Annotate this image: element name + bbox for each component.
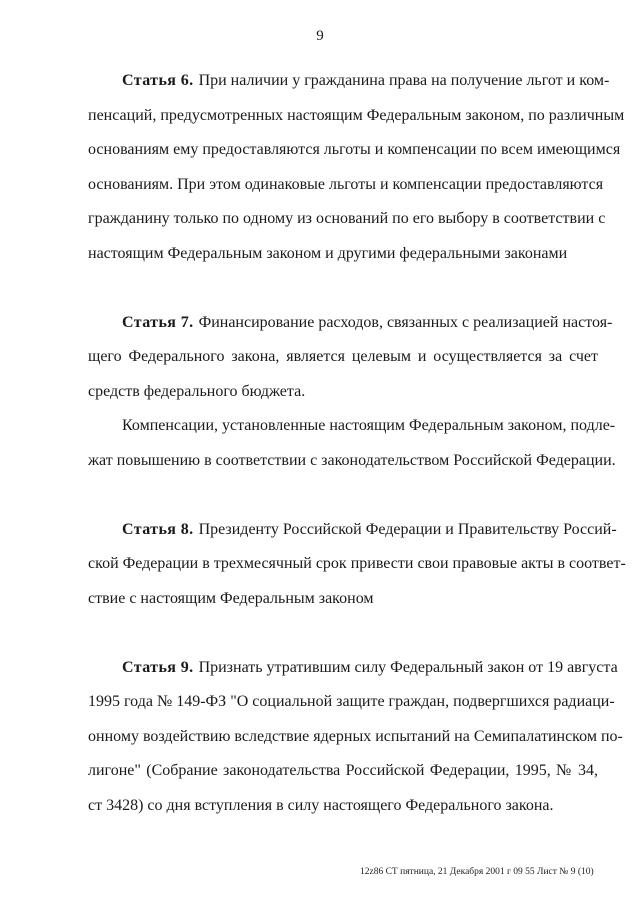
footer-stamp: 12z86 СТ пятница, 21 Декабря 2001 г 09 55 Лист № 9 (10) — [360, 867, 594, 877]
article-7-line-1: Статья 7. Финансирование расходов, связанных с реализацией настоя- — [122, 313, 613, 331]
article-6-label: Статья 6. — [122, 72, 194, 89]
article-6-line-5: гражданину только по одному из оснований по его выбору в соответствии с — [88, 210, 606, 227]
article-9-label: Статья 9. — [122, 658, 194, 676]
page-number: 9 — [316, 28, 324, 44]
article-8 — [88, 513, 626, 617]
article-7-label: Статья 7. — [122, 313, 194, 331]
article-7-line-2: щего Федерального закона, является целевым и осуществляется за счет — [88, 348, 598, 365]
article-6-line-2: пенсаций, предусмотренных настоящим Федеральным законом, по различным — [88, 106, 625, 124]
article-9-line-4: лигоне" (Собрание законодательства Российской Федерации, 1995, № 34, — [88, 762, 598, 779]
article-8-line-1: Статья 8. Президенту Российской Федерации и Правительству Россий- — [122, 520, 617, 538]
article-7-para2-line-2: жат повышению в соответствии с законодательством Российской Федерации. — [88, 451, 616, 469]
article-7-line-3: средств федерального бюджета. — [88, 382, 306, 400]
document-body — [88, 64, 626, 823]
article-9-line-1: Статья 9. Признать утратившим силу Федеральный закон от 19 августа — [122, 658, 618, 676]
article-9-line-3: онному воздействию вследствие ядерных испытаний на Семипалатинском по- — [88, 727, 623, 745]
article-9-line-2: 1995 года № 149-ФЗ "О социальной защите граждан, подвергшихся радиаци- — [88, 693, 615, 710]
article-7-para2-line-1: Компенсации, установленные настоящим Федеральным законом, подле- — [122, 417, 616, 434]
article-6-line-4: основаниям. При этом одинаковые льготы и компенсации предоставляются — [88, 175, 604, 193]
article-6-line-6: настоящим Федеральным законом и другими федеральными законами — [88, 244, 568, 262]
article-8-line-2: ской Федерации в трехмесячный срок привести свои правовые акты в соответ- — [88, 555, 626, 572]
article-9 — [88, 651, 623, 824]
article-6 — [88, 64, 625, 271]
article-8-line-3: ствие с настоящим Федеральным законом — [88, 589, 374, 607]
article-6-line-1: Статья 6. При наличии у гражданина права на получение льгот и ком- — [122, 72, 610, 89]
article-7 — [88, 306, 616, 479]
article-6-line-3: основаниям ему предоставляются льготы и компенсации по всем имеющимся — [88, 141, 621, 158]
article-8-label: Статья 8. — [122, 520, 194, 538]
article-9-line-5: ст 3428) со дня вступления в силу настоящего Федерального закона. — [88, 796, 554, 814]
